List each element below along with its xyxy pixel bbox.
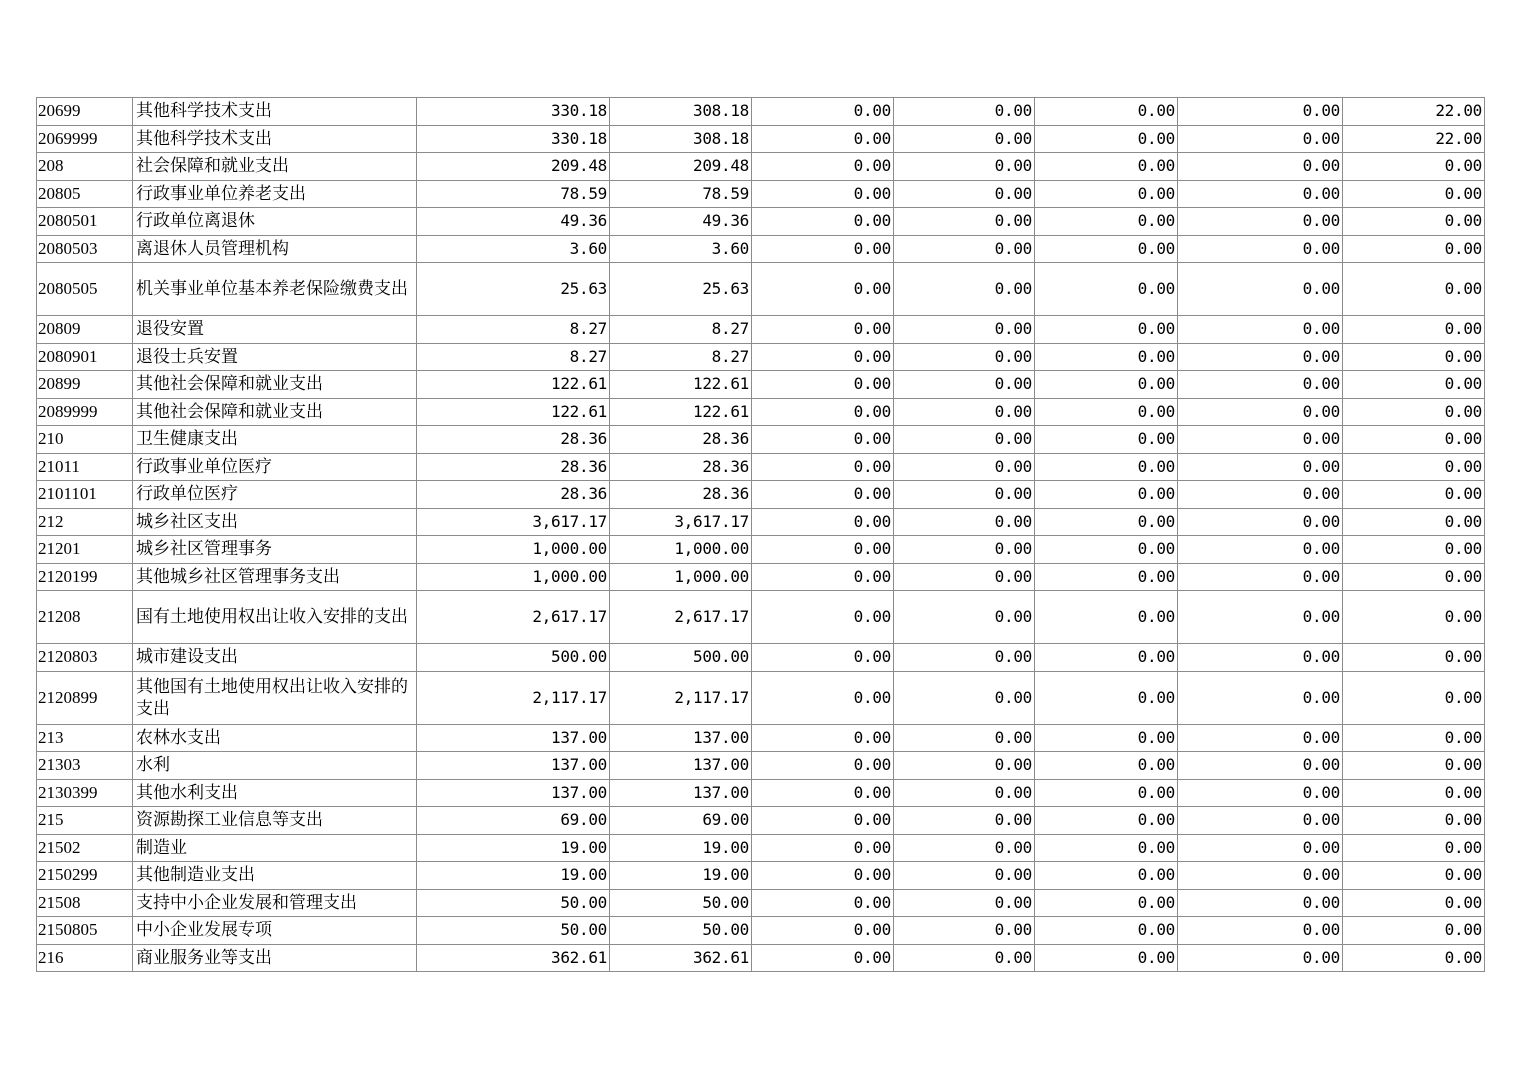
subject-code-cell: 2130399 [37,779,133,807]
amount-cell: 0.00 [1343,235,1485,263]
amount-cell: 0.00 [1343,453,1485,481]
table-row [37,671,1485,724]
table-row [37,153,1485,181]
amount-cell: 8.27 [417,316,610,344]
subject-name-cell: 资源勘探工业信息等支出 [133,807,417,835]
amount-cell: 1,000.00 [417,563,610,591]
amount-cell: 0.00 [1343,862,1485,890]
amount-cell: 0.00 [1178,263,1343,316]
table-row [37,644,1485,672]
subject-name-cell: 其他城乡社区管理事务支出 [133,563,417,591]
amount-cell: 0.00 [894,125,1035,153]
subject-code-cell: 2080503 [37,235,133,263]
amount-cell: 0.00 [1035,316,1178,344]
amount-cell: 0.00 [1343,917,1485,945]
subject-code-cell: 21303 [37,752,133,780]
amount-cell: 0.00 [1035,153,1178,181]
amount-cell: 0.00 [1178,508,1343,536]
amount-cell: 25.63 [417,263,610,316]
subject-name-cell: 其他科学技术支出 [133,98,417,126]
amount-cell: 28.36 [610,453,752,481]
amount-cell: 0.00 [894,671,1035,724]
subject-code-cell: 2089999 [37,398,133,426]
subject-name-cell: 行政事业单位养老支出 [133,180,417,208]
amount-cell: 0.00 [894,426,1035,454]
table-row [37,316,1485,344]
amount-cell: 2,617.17 [417,591,610,644]
amount-cell: 0.00 [1343,426,1485,454]
table-row [37,208,1485,236]
amount-cell: 0.00 [1035,508,1178,536]
amount-cell: 0.00 [752,453,894,481]
amount-cell: 0.00 [1178,644,1343,672]
amount-cell: 78.59 [610,180,752,208]
table-row [37,862,1485,890]
amount-cell: 362.61 [610,944,752,972]
table-row [37,752,1485,780]
amount-cell: 0.00 [1178,371,1343,399]
table-row [37,889,1485,917]
amount-cell: 0.00 [894,398,1035,426]
subject-name-cell: 其他水利支出 [133,779,417,807]
amount-cell: 0.00 [1035,724,1178,752]
amount-cell: 0.00 [752,343,894,371]
amount-cell: 0.00 [1178,536,1343,564]
amount-cell: 137.00 [417,752,610,780]
amount-cell: 0.00 [1035,343,1178,371]
table-row [37,779,1485,807]
amount-cell: 0.00 [1035,180,1178,208]
amount-cell: 0.00 [1035,481,1178,509]
subject-code-cell: 2150299 [37,862,133,890]
subject-code-cell: 2069999 [37,125,133,153]
amount-cell: 0.00 [752,263,894,316]
table-row [37,563,1485,591]
amount-cell: 0.00 [1178,862,1343,890]
amount-cell: 0.00 [1343,591,1485,644]
amount-cell: 28.36 [417,453,610,481]
subject-name-cell: 机关事业单位基本养老保险缴费支出 [133,263,417,316]
subject-code-cell: 21201 [37,536,133,564]
amount-cell: 49.36 [417,208,610,236]
amount-cell: 0.00 [1343,779,1485,807]
amount-cell: 362.61 [417,944,610,972]
subject-name-cell: 国有土地使用权出让收入安排的支出 [133,591,417,644]
amount-cell: 0.00 [1178,671,1343,724]
subject-code-cell: 212 [37,508,133,536]
amount-cell: 50.00 [610,917,752,945]
table-row [37,807,1485,835]
amount-cell: 0.00 [894,779,1035,807]
subject-name-cell: 制造业 [133,834,417,862]
amount-cell: 8.27 [610,316,752,344]
subject-name-cell: 离退休人员管理机构 [133,235,417,263]
subject-code-cell: 208 [37,153,133,181]
amount-cell: 0.00 [752,508,894,536]
amount-cell: 0.00 [1178,917,1343,945]
subject-code-cell: 2120803 [37,644,133,672]
amount-cell: 0.00 [1343,343,1485,371]
subject-code-cell: 213 [37,724,133,752]
amount-cell: 0.00 [1035,235,1178,263]
subject-name-cell: 行政事业单位医疗 [133,453,417,481]
amount-cell: 8.27 [417,343,610,371]
amount-cell: 0.00 [752,724,894,752]
amount-cell: 0.00 [1343,481,1485,509]
amount-cell: 0.00 [894,235,1035,263]
amount-cell: 0.00 [752,591,894,644]
amount-cell: 28.36 [610,481,752,509]
amount-cell: 0.00 [752,125,894,153]
amount-cell: 0.00 [1178,98,1343,126]
amount-cell: 0.00 [752,563,894,591]
subject-name-cell: 行政单位医疗 [133,481,417,509]
amount-cell: 0.00 [752,807,894,835]
table-row [37,536,1485,564]
amount-cell: 0.00 [894,153,1035,181]
amount-cell: 0.00 [752,426,894,454]
amount-cell: 0.00 [894,371,1035,399]
amount-cell: 0.00 [1035,263,1178,316]
subject-name-cell: 水利 [133,752,417,780]
subject-name-cell: 社会保障和就业支出 [133,153,417,181]
amount-cell: 0.00 [1178,591,1343,644]
amount-cell: 500.00 [417,644,610,672]
amount-cell: 0.00 [1178,724,1343,752]
amount-cell: 28.36 [417,481,610,509]
subject-code-cell: 2080501 [37,208,133,236]
amount-cell: 0.00 [1035,371,1178,399]
amount-cell: 308.18 [610,125,752,153]
amount-cell: 19.00 [417,862,610,890]
amount-cell: 122.61 [610,371,752,399]
amount-cell: 0.00 [1178,752,1343,780]
amount-cell: 0.00 [1178,316,1343,344]
amount-cell: 0.00 [1178,426,1343,454]
amount-cell: 330.18 [417,98,610,126]
amount-cell: 0.00 [1178,343,1343,371]
amount-cell: 0.00 [1343,834,1485,862]
amount-cell: 0.00 [1035,453,1178,481]
subject-code-cell: 215 [37,807,133,835]
subject-name-cell: 城乡社区管理事务 [133,536,417,564]
amount-cell: 0.00 [1343,536,1485,564]
amount-cell: 0.00 [752,644,894,672]
amount-cell: 0.00 [1343,671,1485,724]
table-row [37,125,1485,153]
amount-cell: 0.00 [1343,153,1485,181]
amount-cell: 0.00 [894,481,1035,509]
subject-code-cell: 2120199 [37,563,133,591]
amount-cell: 122.61 [610,398,752,426]
amount-cell: 0.00 [894,98,1035,126]
amount-cell: 0.00 [894,752,1035,780]
amount-cell: 0.00 [1178,208,1343,236]
amount-cell: 0.00 [1178,944,1343,972]
amount-cell: 0.00 [1178,398,1343,426]
amount-cell: 22.00 [1343,125,1485,153]
amount-cell: 0.00 [752,834,894,862]
amount-cell: 28.36 [417,426,610,454]
amount-cell: 0.00 [1343,316,1485,344]
table-row [37,481,1485,509]
amount-cell: 0.00 [1035,426,1178,454]
subject-name-cell: 农林水支出 [133,724,417,752]
amount-cell: 0.00 [1035,889,1178,917]
amount-cell: 0.00 [1035,591,1178,644]
table-row [37,98,1485,126]
subject-code-cell: 216 [37,944,133,972]
table-row [37,944,1485,972]
amount-cell: 0.00 [894,536,1035,564]
amount-cell: 0.00 [894,343,1035,371]
amount-cell: 0.00 [1035,208,1178,236]
amount-cell: 0.00 [752,917,894,945]
amount-cell: 0.00 [752,208,894,236]
amount-cell: 0.00 [1178,153,1343,181]
table-row [37,917,1485,945]
amount-cell: 0.00 [894,208,1035,236]
amount-cell: 22.00 [1343,98,1485,126]
amount-cell: 0.00 [1035,536,1178,564]
amount-cell: 0.00 [752,536,894,564]
amount-cell: 209.48 [417,153,610,181]
amount-cell: 0.00 [1035,862,1178,890]
amount-cell: 0.00 [894,807,1035,835]
amount-cell: 0.00 [1343,889,1485,917]
amount-cell: 0.00 [1035,752,1178,780]
amount-cell: 0.00 [1035,563,1178,591]
amount-cell: 0.00 [1178,235,1343,263]
amount-cell: 0.00 [894,563,1035,591]
amount-cell: 3.60 [610,235,752,263]
subject-code-cell: 2120899 [37,671,133,724]
table-row [37,508,1485,536]
amount-cell: 0.00 [1035,98,1178,126]
amount-cell: 0.00 [894,591,1035,644]
table-row [37,453,1485,481]
amount-cell: 0.00 [752,889,894,917]
subject-code-cell: 210 [37,426,133,454]
subject-name-cell: 其他国有土地使用权出让收入安排的支出 [133,671,417,724]
subject-code-cell: 21011 [37,453,133,481]
amount-cell: 0.00 [1343,807,1485,835]
subject-code-cell: 2150805 [37,917,133,945]
amount-cell: 122.61 [417,398,610,426]
amount-cell: 0.00 [894,834,1035,862]
amount-cell: 0.00 [752,153,894,181]
amount-cell: 0.00 [1035,671,1178,724]
amount-cell: 50.00 [417,889,610,917]
amount-cell: 0.00 [752,944,894,972]
amount-cell: 50.00 [610,889,752,917]
amount-cell: 122.61 [417,371,610,399]
subject-code-cell: 20809 [37,316,133,344]
amount-cell: 0.00 [1343,208,1485,236]
amount-cell: 0.00 [1178,563,1343,591]
amount-cell: 25.63 [610,263,752,316]
subject-code-cell: 20805 [37,180,133,208]
amount-cell: 0.00 [752,98,894,126]
subject-name-cell: 其他社会保障和就业支出 [133,371,417,399]
amount-cell: 0.00 [1178,889,1343,917]
amount-cell: 0.00 [752,398,894,426]
amount-cell: 0.00 [1178,834,1343,862]
budget-table [36,97,1485,972]
amount-cell: 0.00 [1035,644,1178,672]
budget-table-page [36,97,1485,972]
amount-cell: 0.00 [1343,944,1485,972]
subject-name-cell: 商业服务业等支出 [133,944,417,972]
subject-code-cell: 2080505 [37,263,133,316]
amount-cell: 500.00 [610,644,752,672]
subject-code-cell: 2101101 [37,481,133,509]
amount-cell: 0.00 [752,371,894,399]
amount-cell: 19.00 [610,862,752,890]
amount-cell: 0.00 [752,316,894,344]
amount-cell: 0.00 [1343,371,1485,399]
amount-cell: 0.00 [1035,944,1178,972]
amount-cell: 3,617.17 [417,508,610,536]
table-row [37,398,1485,426]
amount-cell: 0.00 [1178,453,1343,481]
subject-code-cell: 20699 [37,98,133,126]
subject-code-cell: 2080901 [37,343,133,371]
amount-cell: 137.00 [417,779,610,807]
amount-cell: 3.60 [417,235,610,263]
amount-cell: 0.00 [1178,125,1343,153]
amount-cell: 0.00 [1178,180,1343,208]
subject-name-cell: 退役士兵安置 [133,343,417,371]
amount-cell: 78.59 [417,180,610,208]
amount-cell: 0.00 [1343,398,1485,426]
amount-cell: 0.00 [1035,398,1178,426]
amount-cell: 0.00 [1035,779,1178,807]
table-body [37,98,1485,972]
amount-cell: 0.00 [1343,563,1485,591]
table-row [37,180,1485,208]
table-row [37,343,1485,371]
table-row [37,426,1485,454]
amount-cell: 137.00 [417,724,610,752]
amount-cell: 308.18 [610,98,752,126]
amount-cell: 0.00 [1343,724,1485,752]
table-row [37,235,1485,263]
amount-cell: 0.00 [894,263,1035,316]
amount-cell: 0.00 [894,944,1035,972]
subject-name-cell: 其他科学技术支出 [133,125,417,153]
amount-cell: 0.00 [752,481,894,509]
table-row [37,591,1485,644]
amount-cell: 50.00 [417,917,610,945]
amount-cell: 0.00 [1035,834,1178,862]
amount-cell: 0.00 [894,508,1035,536]
amount-cell: 0.00 [894,724,1035,752]
subject-name-cell: 城乡社区支出 [133,508,417,536]
amount-cell: 0.00 [894,862,1035,890]
amount-cell: 0.00 [1178,779,1343,807]
amount-cell: 0.00 [894,889,1035,917]
amount-cell: 137.00 [610,724,752,752]
subject-name-cell: 行政单位离退休 [133,208,417,236]
amount-cell: 8.27 [610,343,752,371]
subject-code-cell: 20899 [37,371,133,399]
subject-name-cell: 其他制造业支出 [133,862,417,890]
subject-name-cell: 卫生健康支出 [133,426,417,454]
subject-code-cell: 21208 [37,591,133,644]
amount-cell: 0.00 [1343,644,1485,672]
amount-cell: 0.00 [752,180,894,208]
amount-cell: 19.00 [417,834,610,862]
amount-cell: 0.00 [752,235,894,263]
subject-code-cell: 21508 [37,889,133,917]
amount-cell: 0.00 [752,779,894,807]
amount-cell: 0.00 [1035,917,1178,945]
amount-cell: 0.00 [1178,481,1343,509]
amount-cell: 28.36 [610,426,752,454]
amount-cell: 3,617.17 [610,508,752,536]
amount-cell: 0.00 [894,180,1035,208]
amount-cell: 0.00 [1035,807,1178,835]
subject-name-cell: 支持中小企业发展和管理支出 [133,889,417,917]
amount-cell: 0.00 [1343,263,1485,316]
amount-cell: 0.00 [894,316,1035,344]
amount-cell: 0.00 [1178,807,1343,835]
subject-code-cell: 21502 [37,834,133,862]
amount-cell: 0.00 [752,862,894,890]
amount-cell: 1,000.00 [610,563,752,591]
amount-cell: 137.00 [610,752,752,780]
amount-cell: 69.00 [610,807,752,835]
table-row [37,724,1485,752]
amount-cell: 0.00 [894,453,1035,481]
amount-cell: 1,000.00 [610,536,752,564]
amount-cell: 330.18 [417,125,610,153]
amount-cell: 0.00 [752,752,894,780]
amount-cell: 69.00 [417,807,610,835]
table-row [37,834,1485,862]
subject-name-cell: 城市建设支出 [133,644,417,672]
amount-cell: 2,117.17 [610,671,752,724]
amount-cell: 209.48 [610,153,752,181]
subject-name-cell: 中小企业发展专项 [133,917,417,945]
amount-cell: 49.36 [610,208,752,236]
amount-cell: 2,617.17 [610,591,752,644]
subject-name-cell: 退役安置 [133,316,417,344]
amount-cell: 1,000.00 [417,536,610,564]
amount-cell: 137.00 [610,779,752,807]
amount-cell: 0.00 [894,917,1035,945]
table-row [37,263,1485,316]
amount-cell: 0.00 [752,671,894,724]
table-row [37,371,1485,399]
amount-cell: 0.00 [1343,752,1485,780]
amount-cell: 0.00 [1035,125,1178,153]
subject-name-cell: 其他社会保障和就业支出 [133,398,417,426]
amount-cell: 19.00 [610,834,752,862]
amount-cell: 2,117.17 [417,671,610,724]
amount-cell: 0.00 [1343,508,1485,536]
amount-cell: 0.00 [894,644,1035,672]
amount-cell: 0.00 [1343,180,1485,208]
